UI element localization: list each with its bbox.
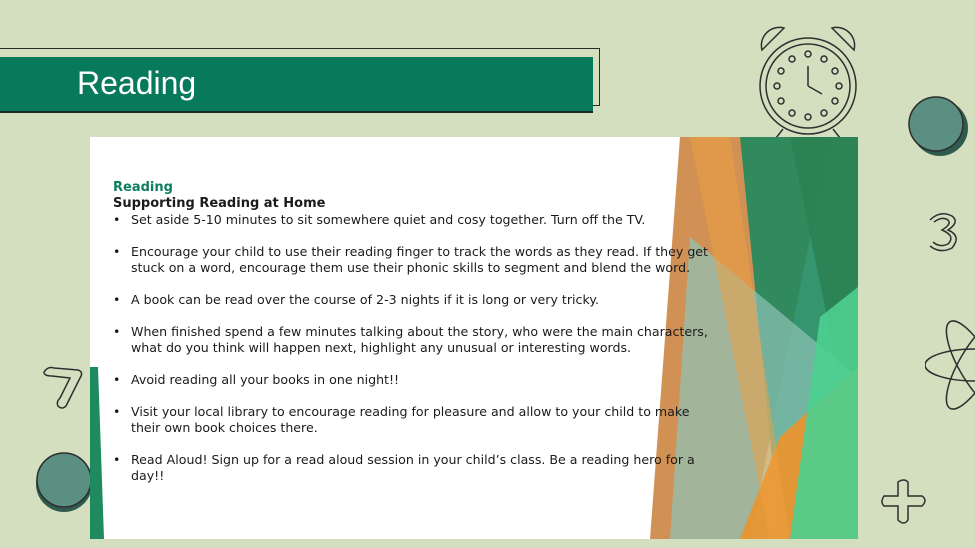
bullet-icon: • [113, 324, 121, 339]
list-item-text: Read Aloud! Sign up for a read aloud session in your child’s class. Be a reading hero for a day!! [131, 452, 695, 483]
bullet-icon: • [113, 244, 121, 259]
bullet-icon: • [113, 292, 121, 307]
plus-icon [878, 478, 930, 528]
list-item [113, 324, 713, 356]
bullet-icon: • [113, 404, 121, 419]
page-title: Reading [77, 65, 197, 101]
alarm-clock-icon [748, 14, 866, 140]
list-item [113, 372, 713, 388]
list-item-text: When finished spend a few minutes talking about the story, who were the main characters, what do you think will happen next, highlight any unusual or interesting words. [131, 324, 708, 355]
list-item [113, 404, 713, 436]
bullet-icon: • [113, 372, 121, 387]
circle-icon [904, 95, 970, 161]
list-item [113, 452, 713, 484]
list-item-text: Visit your local library to encourage reading for pleasure and allow to your child to make their own book choices there. [131, 404, 690, 435]
list-item [113, 244, 713, 276]
list-item-text: Avoid reading all your books in one night!! [131, 372, 400, 387]
number-seven-icon [40, 362, 88, 412]
number-three-icon [920, 208, 968, 256]
list-item-text: A book can be read over the course of 2-3 nights if it is long or very tricky. [131, 292, 599, 307]
slide-card [90, 137, 858, 539]
list-item-text: Encourage your child to use their reading finger to track the words as they read. If they get stuck on a word, encourage them use their phonic skills to segment and blend the word. [131, 244, 708, 275]
bullet-icon: • [113, 212, 121, 227]
circle-icon [34, 448, 94, 514]
list-item [113, 212, 713, 228]
slide-content [113, 180, 713, 500]
bullet-icon: • [113, 452, 121, 467]
list-item [113, 292, 713, 308]
slide-subheading: Supporting Reading at Home [113, 196, 326, 211]
list-item-text: Set aside 5-10 minutes to sit somewhere quiet and cosy together. Turn off the TV. [131, 212, 646, 227]
atom-icon [925, 300, 975, 430]
bullet-list [113, 212, 713, 484]
slide-heading: Reading [113, 180, 173, 195]
